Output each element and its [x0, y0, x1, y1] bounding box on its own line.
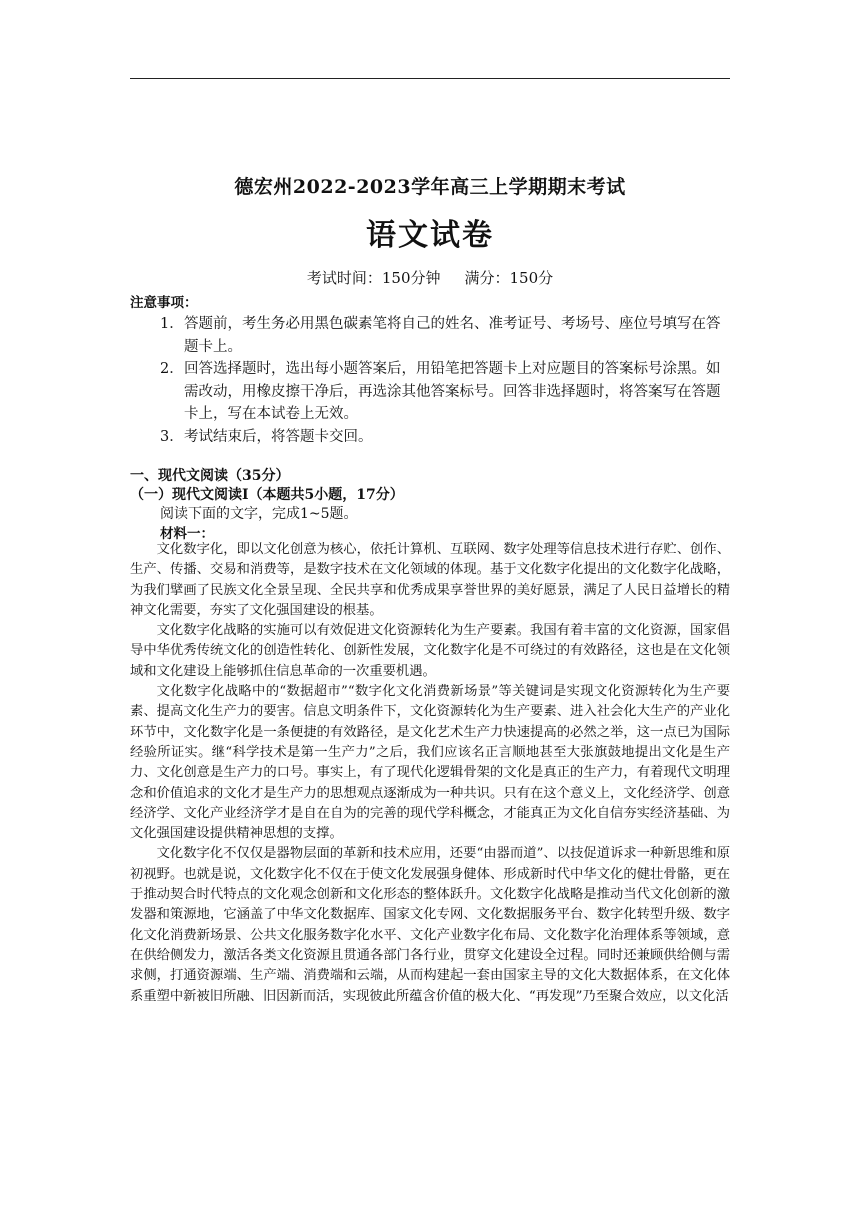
exam-time: 考试时间：150分钟 [306, 269, 441, 287]
reading-instruction: 阅读下面的文字，完成1~5题。 [160, 506, 358, 522]
notice-item [160, 313, 732, 358]
notice-item-number: 1． [160, 316, 184, 332]
notice-item-text: 考试结束后，将答题卡交回。 [184, 428, 373, 445]
exam-subtitle: 德宏州2022-2023学年高三上学期期末考试 [234, 176, 626, 198]
notice-item-number: 3． [160, 428, 184, 445]
section-heading: 一、现代文阅读（35分） [130, 468, 290, 484]
notice-item-text: 答题前，考生务必用黑色碳素笔将自己的姓名、准考证号、考场号、座位号填写在答题卡上。 [184, 316, 721, 355]
exam-info [130, 267, 730, 288]
exam-full-score: 满分：150分 [464, 269, 554, 287]
top-rule [130, 78, 730, 79]
notice-item-text: 回答选择题时，选出每小题答案后，用铅笔把答题卡上对应题目的答案标号涂黑。如需改动，用橡皮擦干净后，再选涂其他答案标号。回答非选择题时，将答案写在答题卡上，写在本试卷上无效。 [184, 361, 721, 422]
notice-list [160, 313, 732, 448]
notice-item [160, 426, 732, 449]
exam-title: 语文试卷 [366, 218, 494, 253]
paragraph: 文化数字化，即以文化创意为核心，依托计算机、互联网、数字处理等信息技术进行存贮、创作、生产、传播、交易和消费等，是数字技术在文化领域的体现。基于文化数字化提出的文化数字化战略，为我们擘画了民族文化全景呈现、全民共享和优秀成果享誉世界的美好愿景，满足了人民日益增长的精神文化需要，夯实了文化强国建设的根基。 [130, 542, 730, 618]
material-text [130, 540, 730, 1007]
notice-item [160, 358, 732, 426]
notice-item-number: 2． [160, 361, 184, 377]
subsection-heading: （一）现代文阅读Ⅰ（本题共5小题，17分） [130, 487, 404, 503]
paragraph: 文化数字化战略的实施可以有效促进文化资源转化为生产要素。我国有着丰富的文化资源，国家倡导中华优秀传统文化的创造性转化、创新性发展，文化数字化是不可绕过的有效路径，这也是在文化领域和文化建设上能够抓住信息革命的一次重要机遇。 [130, 623, 730, 679]
notice-heading: 注意事项： [130, 295, 198, 311]
paragraph: 文化数字化不仅仅是器物层面的革新和技术应用，还要“由器而道”、以技促道诉求一种新思维和原初视野。也就是说，文化数字化不仅在于使文化发展强身健体、形成新时代中华文化的健壮骨骼，更在于推动契合时代特点的文化观念创新和文化形态的整体跃升。文化数字化战略是推动当代文化创新的激发器和策源地，它涵盖了中华文化数据库、国家文化专网、文化数据服务平台、数字化转型升级、数字化文化消费新场景、公共文化服务数字化水平、文化产业数字化布局、文化数字化治理体系等领域，意在供给侧发力，激活各类文化资源且贯通各部门各行业，贯穿文化建设全过程。同时还兼顾供给侧与需求侧，打通资源端、生产端、消费端和云端，从而构建起一套由国家主导的文化大数据体系，在文化体系重塑中新被旧所融、旧因新而活，实现彼此所蕴含价值的极大化、“再发现”乃至聚合效应，以文化活 [130, 846, 730, 1004]
material-label: 材料一： [160, 526, 214, 542]
paragraph: 文化数字化战略中的“数据超市”“数字化文化消费新场景”等关键词是实现文化资源转化为生产要素、提高文化生产力的要害。信息文明条件下，文化资源转化为生产要素、进入社会化大生产的产业化环节中，文化数字化是一条便捷的有效路径，是文化艺术生产力快速提高的必然之举，这一点已为国际经验所证实。继“科学技术是第一生产力”之后，我们应该名正言顺地甚至大张旗鼓地提出文化是生产力、文化创意是生产力的口号。事实上，有了现代化逻辑骨架的文化是真正的生产力，有着现代文明理念和价值追求的文化才是生产力的思想观点逐渐成为一种共识。只有在这个意义上，文化经济学、创意经济学、文化产业经济学才是自在自为的完善的现代学科概念，才能真正为文化自信夯实经济基础、为文化强国建设提供精神思想的支撑。 [130, 684, 730, 842]
